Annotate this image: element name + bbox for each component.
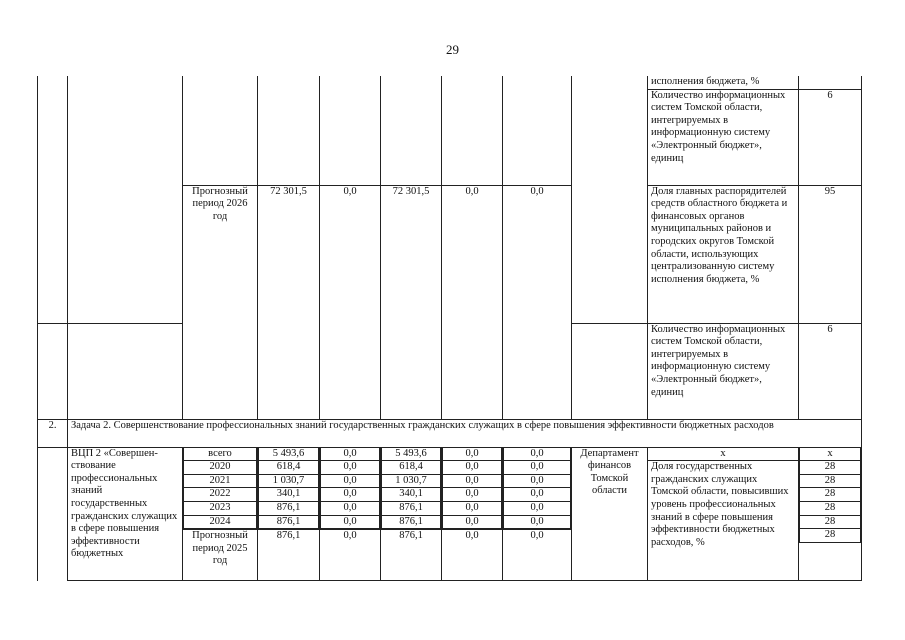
period-cell: 2020 — [184, 461, 257, 475]
table-row — [321, 501, 380, 515]
finance-total: 876,1 — [259, 515, 319, 529]
table-row — [443, 461, 502, 475]
table-row — [321, 474, 380, 488]
finance-total: 5 493,6 — [259, 448, 319, 461]
table-row — [800, 461, 861, 475]
finance-local: 0,0 — [442, 185, 503, 419]
table-row — [443, 501, 502, 515]
table-row — [259, 461, 319, 475]
table-row — [184, 515, 257, 529]
finance-federal: 0,0 — [321, 461, 380, 475]
table-row — [321, 515, 380, 529]
period-cell: 2024 — [184, 515, 257, 529]
blank-name-cell — [68, 76, 183, 323]
blank-num-cell — [38, 76, 68, 323]
finance-total: 876,1 — [258, 530, 320, 581]
table-row — [800, 529, 861, 543]
table-row — [382, 448, 441, 461]
table-row — [321, 488, 380, 502]
table-row — [443, 474, 502, 488]
table-row — [504, 501, 571, 515]
indicator-value: 6 — [799, 323, 862, 419]
period-cell: 2022 — [184, 488, 257, 502]
finance-local: 0,0 — [443, 501, 502, 515]
forecast-period-label: Прогнозный период 2025 год — [183, 530, 258, 581]
table-row — [259, 474, 319, 488]
indicator-text: Доля главных распорядителей средств областного бюджета и финансовых органов муниципальных районов и городских округов Томской области, использующих централизованную систему исполнения бюджета, % — [648, 185, 799, 323]
indicator-value: 6 — [799, 89, 862, 185]
period-column — [183, 447, 258, 530]
finance-local: 0,0 — [443, 448, 502, 461]
finance-local: 0,0 — [443, 461, 502, 475]
finance-total: 340,1 — [259, 488, 319, 502]
finance-federal: 0,0 — [321, 474, 380, 488]
table-row — [184, 474, 257, 488]
indicator-value: 95 — [799, 185, 862, 323]
finance-local: 0,0 — [443, 474, 502, 488]
table-row — [443, 515, 502, 529]
finance-extra: 0,0 — [504, 515, 571, 529]
table-row — [259, 501, 319, 515]
program-name: ВЦП 2 «Совершен-ствование профессиональных знаний государственных гражданских служащих в сфере повышения эффективности бюджетных — [68, 447, 183, 581]
indicator-value: 28 — [800, 529, 861, 543]
table-row — [504, 488, 571, 502]
task-title: Задача 2. Совершенствование профессиональных знаний государственных гражданских служащих в сфере повышения эффективности бюджетных расходов — [68, 419, 862, 447]
finance-local: 0,0 — [443, 515, 502, 529]
table-row — [800, 515, 861, 529]
indicator-value: 28 — [800, 474, 861, 488]
table-row — [321, 448, 380, 461]
table-row — [443, 448, 502, 461]
indicator-value: х — [800, 448, 861, 461]
finance-federal: 0,0 — [321, 501, 380, 515]
table-row — [382, 488, 441, 502]
indicator-header: х — [648, 448, 798, 462]
table-row — [184, 488, 257, 502]
finance-regional: 876,1 — [381, 530, 442, 581]
table-row — [259, 488, 319, 502]
table-row — [443, 488, 502, 502]
table-row — [184, 461, 257, 475]
indicator-text: исполнения бюджета, % — [648, 76, 799, 89]
table-row — [800, 474, 861, 488]
finance-extra: 0,0 — [504, 461, 571, 475]
finance-local: 0,0 — [442, 530, 503, 581]
table-row — [800, 488, 861, 502]
table-row — [382, 515, 441, 529]
finance-regional: 5 493,6 — [382, 448, 441, 461]
forecast-period-label: Прогнозный период 2026 год — [183, 185, 258, 419]
indicator-text: Количество информационных систем Томской области, интегрируемых в информационную систему «Электронный бюджет», единиц — [648, 89, 799, 185]
table-row — [321, 461, 380, 475]
blank-executor-cell — [572, 76, 648, 323]
table-row — [504, 474, 571, 488]
table-row — [504, 461, 571, 475]
indicator-text: Доля государственных гражданских служащих Томской области, повысивших уровень профессиональных знаний в сфере повышения эффективности бюджетных расходов, % — [651, 461, 789, 548]
indicator-value: 28 — [800, 515, 861, 529]
finance-regional: 340,1 — [382, 488, 441, 502]
finance-federal: 0,0 — [320, 185, 381, 419]
finance-total: 618,4 — [259, 461, 319, 475]
finance-total: 1 030,7 — [259, 474, 319, 488]
table-row — [184, 501, 257, 515]
table-row — [259, 448, 319, 461]
period-cell: всего — [184, 448, 257, 461]
finance-federal: 0,0 — [321, 448, 380, 461]
table-row — [800, 501, 861, 515]
executor: Департамент финансов Томской области — [572, 447, 648, 581]
finance-regional: 618,4 — [382, 461, 441, 475]
table-row — [504, 448, 571, 461]
table-row — [259, 515, 319, 529]
period-cell: 2023 — [184, 501, 257, 515]
finance-extra: 0,0 — [504, 448, 571, 461]
indicator-value: 28 — [800, 501, 861, 515]
indicator-value: 28 — [800, 461, 861, 475]
table-row — [382, 474, 441, 488]
indicator-text: Количество информационных систем Томской области, интегрируемых в информационную систему «Электронный бюджет», единиц — [648, 323, 799, 419]
finance-regional: 876,1 — [382, 515, 441, 529]
finance-federal: 0,0 — [320, 530, 381, 581]
table-row — [800, 448, 861, 461]
finance-extra: 0,0 — [504, 501, 571, 515]
program-table — [37, 76, 862, 581]
table-row — [184, 448, 257, 461]
finance-regional: 72 301,5 — [381, 185, 442, 419]
table-row — [382, 461, 441, 475]
finance-total: 876,1 — [259, 501, 319, 515]
finance-extra: 0,0 — [503, 185, 572, 419]
finance-regional: 876,1 — [382, 501, 441, 515]
finance-federal: 0,0 — [321, 515, 380, 529]
blank-period-cell — [183, 76, 258, 185]
table-row — [504, 515, 571, 529]
finance-local: 0,0 — [443, 488, 502, 502]
table-row — [382, 501, 441, 515]
finance-total: 72 301,5 — [258, 185, 320, 419]
period-cell: 2021 — [184, 474, 257, 488]
finance-extra: 0,0 — [504, 474, 571, 488]
finance-extra: 0,0 — [504, 488, 571, 502]
finance-federal: 0,0 — [321, 488, 380, 502]
finance-regional: 1 030,7 — [382, 474, 441, 488]
indicator-value: 28 — [800, 488, 861, 502]
finance-extra: 0,0 — [503, 530, 572, 581]
page-number: 29 — [446, 42, 459, 57]
task-number: 2. — [38, 419, 68, 447]
